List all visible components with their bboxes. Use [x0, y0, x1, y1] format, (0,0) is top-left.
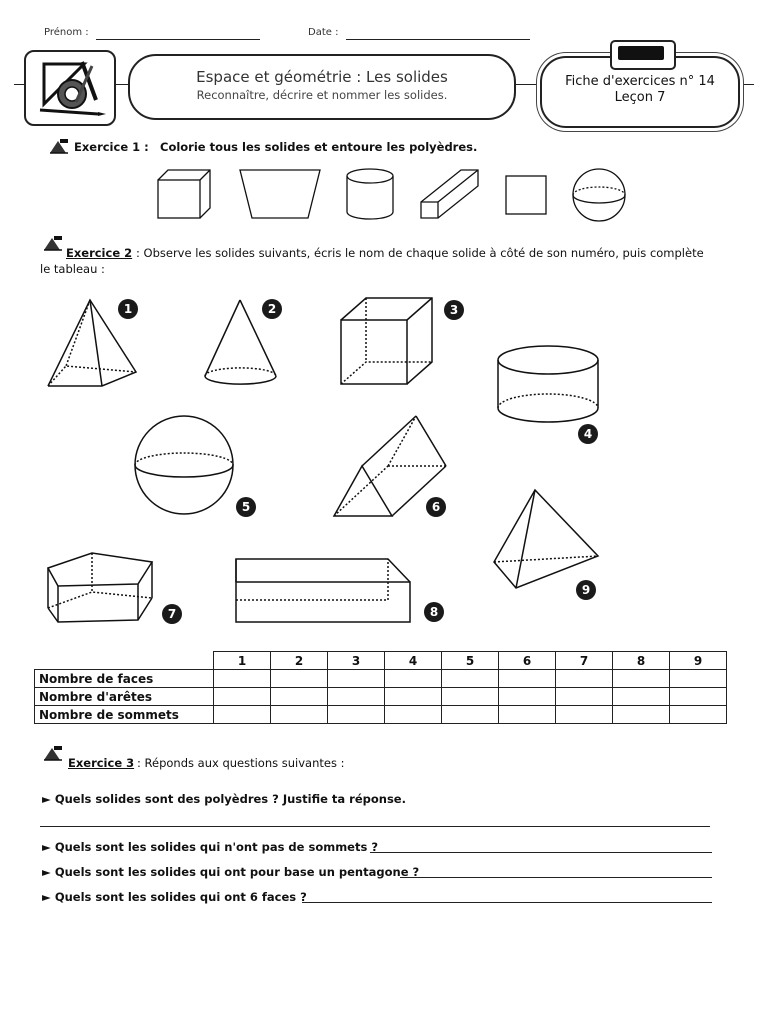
folder-tab	[610, 40, 676, 70]
logo	[24, 50, 116, 126]
table-cell[interactable]	[670, 670, 727, 688]
table-cell[interactable]	[385, 670, 442, 688]
solid-3-cube	[341, 298, 432, 384]
table-cell[interactable]	[328, 688, 385, 706]
answer-line-1[interactable]	[40, 826, 710, 827]
solid-7-pentagonal-prism	[48, 553, 152, 622]
exercise1-shapes	[150, 162, 640, 226]
question-3: ► Quels sont les solides qui ont pour base un pentagone ?	[42, 865, 420, 879]
table-col-1: 1	[214, 652, 271, 670]
solid-9-tetrahedron	[494, 490, 598, 588]
table-cell[interactable]	[271, 688, 328, 706]
table-cell[interactable]	[271, 670, 328, 688]
table-cell[interactable]	[442, 670, 499, 688]
table-col-2: 2	[271, 652, 328, 670]
square-shape	[506, 176, 546, 214]
fiche-number: Fiche d'exercices n° 14	[565, 74, 715, 89]
solid-number-6: 6	[426, 497, 446, 517]
solid-4-cylinder	[498, 346, 598, 422]
table-col-8: 8	[613, 652, 670, 670]
table-row	[35, 688, 727, 706]
table-cell[interactable]	[214, 706, 271, 724]
table-cell[interactable]	[499, 706, 556, 724]
table-cell[interactable]	[328, 670, 385, 688]
exercise1-label: Exercice 1 :	[74, 140, 149, 154]
exercise3-instruction: : Réponds aux questions suivantes :	[137, 756, 345, 770]
table-cell[interactable]	[385, 706, 442, 724]
question-4: ► Quels sont les solides qui ont 6 faces ?	[42, 890, 307, 904]
table-cell[interactable]	[556, 670, 613, 688]
solids-table	[34, 651, 727, 724]
pencil-house-icon	[42, 744, 64, 762]
table-cell[interactable]	[271, 706, 328, 724]
geometry-tools-icon	[26, 52, 114, 124]
rectangular-prism-shape	[421, 170, 478, 218]
cylinder-shape	[347, 169, 393, 219]
table-cell[interactable]	[328, 706, 385, 724]
solid-number-8: 8	[424, 602, 444, 622]
table-cell[interactable]	[556, 706, 613, 724]
row-label-vertices: Nombre de sommets	[35, 706, 214, 724]
table-cell[interactable]	[499, 688, 556, 706]
prenom-field[interactable]	[96, 39, 260, 40]
question-2: ► Quels sont les solides qui n'ont pas de sommets ?	[42, 840, 378, 854]
answer-line-2[interactable]	[370, 852, 712, 853]
solid-number-9: 9	[576, 580, 596, 600]
solid-number-5: 5	[236, 497, 256, 517]
pencil-house-icon	[42, 234, 64, 252]
exercise1-instruction: Colorie tous les solides et entoure les polyèdres.	[160, 140, 478, 154]
exercise2-label: Exercice 2	[66, 246, 133, 260]
table-col-4: 4	[385, 652, 442, 670]
exercise2-instruction-2: le tableau :	[40, 262, 105, 276]
table-cell[interactable]	[556, 688, 613, 706]
trapezoid-shape	[240, 170, 320, 218]
answer-line-4[interactable]	[302, 902, 712, 903]
lecon-number: Leçon 7	[614, 90, 666, 105]
date-field[interactable]	[346, 39, 530, 40]
solid-5-sphere	[135, 416, 233, 514]
table-cell[interactable]	[442, 688, 499, 706]
table-cell[interactable]	[214, 688, 271, 706]
solid-number-7: 7	[162, 604, 182, 624]
cube-shape	[158, 170, 210, 218]
table-cell[interactable]	[613, 706, 670, 724]
table-cell[interactable]	[670, 688, 727, 706]
table-col-3: 3	[328, 652, 385, 670]
row-label-faces: Nombre de faces	[35, 670, 214, 688]
table-cell[interactable]	[499, 670, 556, 688]
row-label-edges: Nombre d'arêtes	[35, 688, 214, 706]
table-row	[35, 670, 727, 688]
solid-8-rectangular-prism	[236, 559, 410, 622]
sphere-shape	[573, 169, 625, 221]
exercise2-instruction: : Observe les solides suivants, écris le nom de chaque solide à côté de son numéro, puis complète	[136, 246, 704, 260]
solid-number-2: 2	[262, 299, 282, 319]
question-1: ► Quels solides sont des polyèdres ? Justifie ta réponse.	[42, 792, 406, 806]
exercise3-label: Exercice 3	[68, 756, 135, 770]
table-col-5: 5	[442, 652, 499, 670]
table-col-9: 9	[670, 652, 727, 670]
solid-number-1: 1	[118, 299, 138, 319]
table-col-7: 7	[556, 652, 613, 670]
table-cell[interactable]	[613, 670, 670, 688]
answer-line-3[interactable]	[400, 877, 712, 878]
page-subtitle: Reconnaître, décrire et nommer les solides.	[196, 88, 448, 102]
pencil-house-icon	[48, 137, 70, 155]
table-cell[interactable]	[385, 688, 442, 706]
solid-number-3: 3	[444, 300, 464, 320]
exercise2-solids	[0, 280, 768, 640]
title-banner	[128, 54, 516, 120]
table-cell[interactable]	[613, 688, 670, 706]
table-header-row	[35, 652, 727, 670]
solid-number-4: 4	[578, 424, 598, 444]
date-label: Date :	[308, 27, 339, 38]
table-cell[interactable]	[214, 670, 271, 688]
prenom-label: Prénom :	[44, 27, 89, 38]
table-cell[interactable]	[442, 706, 499, 724]
table-col-6: 6	[499, 652, 556, 670]
table-row	[35, 706, 727, 724]
table-cell[interactable]	[670, 706, 727, 724]
page-title: Espace et géométrie : Les solides	[196, 68, 448, 86]
